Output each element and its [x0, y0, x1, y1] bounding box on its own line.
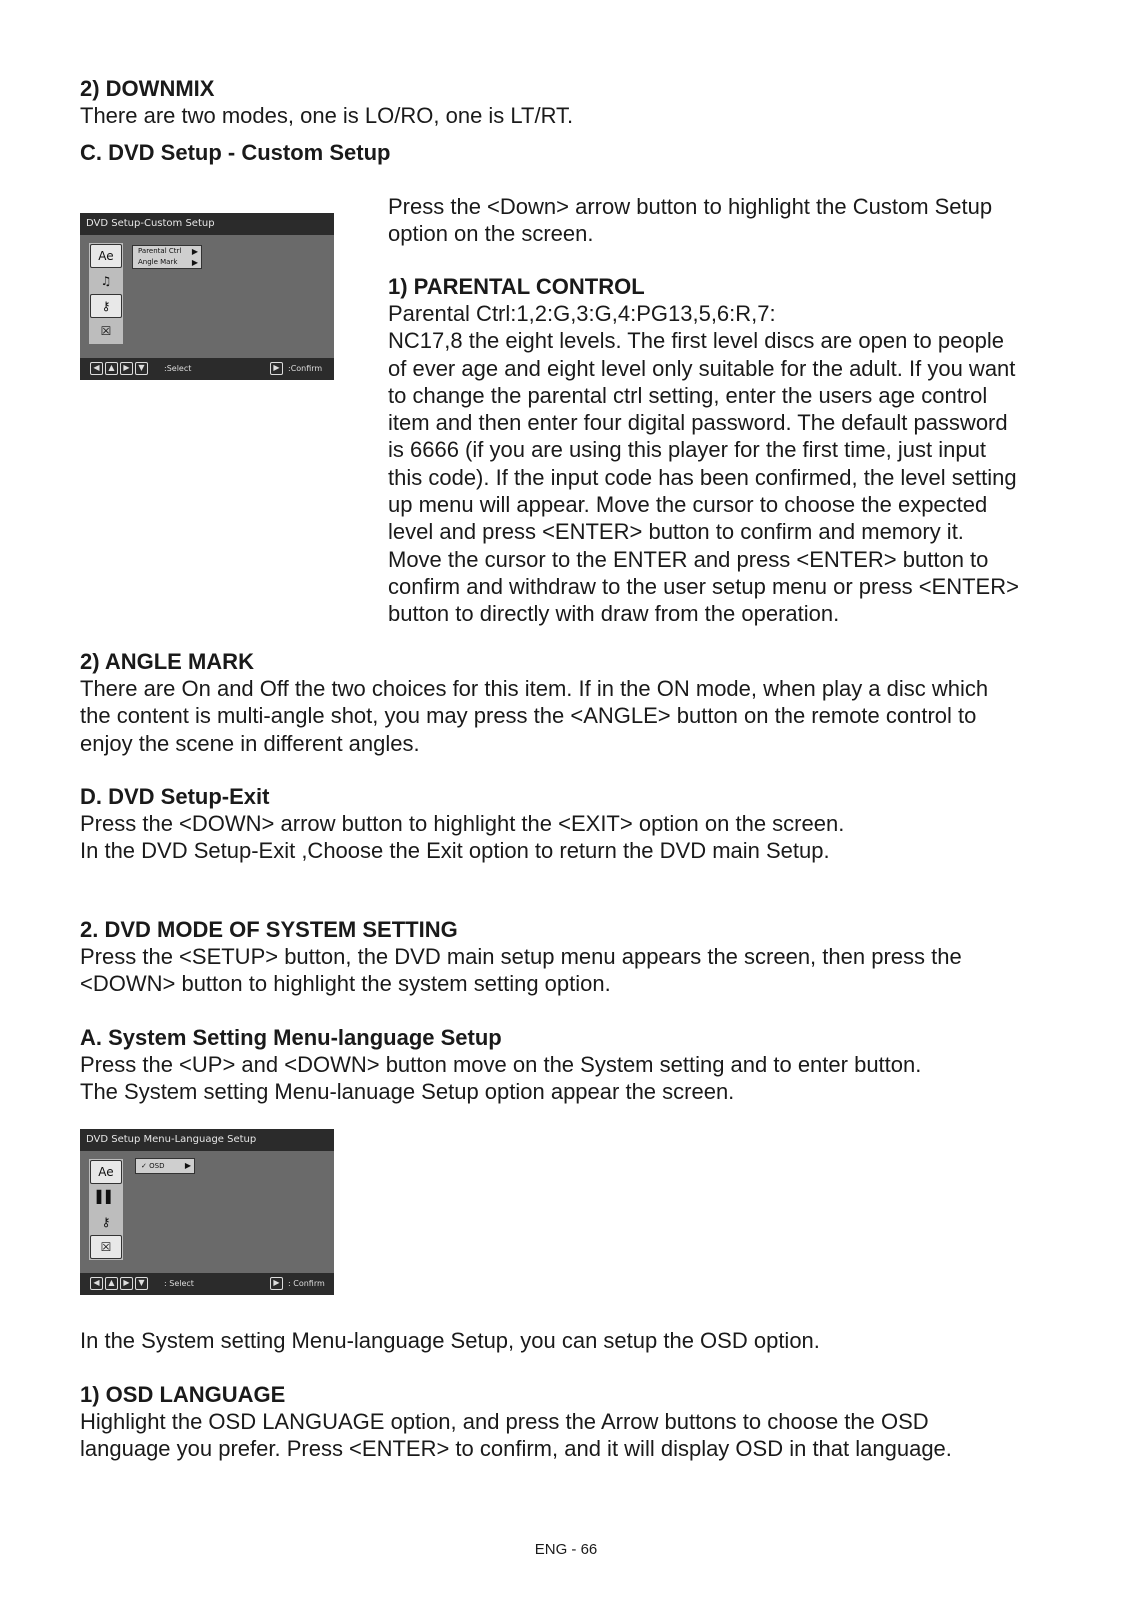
screen-icon-column	[89, 243, 123, 344]
downmix-section	[80, 75, 573, 129]
screen-menu	[135, 1158, 195, 1174]
arrow-right-icon: ▶	[191, 258, 198, 267]
language-ae-icon: Ae	[90, 244, 122, 268]
down-arrow-icon: ▼	[135, 1277, 148, 1290]
paragraph-line: Press the <SETUP> button, the DVD main setup menu appears the screen, then press the	[80, 944, 962, 969]
right-arrow-icon: ▶	[120, 1277, 133, 1290]
paragraph-line: this code). If the input code has been confirmed, the level setting	[388, 464, 1017, 490]
paragraph-line: enjoy the scene in different angles.	[80, 730, 420, 756]
paragraph-line: Highlight the OSD LANGUAGE option, and press the Arrow buttons to choose the OSD	[80, 1409, 929, 1434]
menu-item-label: OSD	[149, 1162, 165, 1170]
paragraph-line: confirm and withdraw to the user setup menu or press <ENTER>	[388, 573, 1019, 599]
paragraph-line: Press the <Down> arrow button to highlight the Custom Setup	[388, 194, 993, 219]
paragraph-line: the content is multi-angle shot, you may press the <ANGLE> button on the remote control to	[80, 703, 977, 729]
navigation-keys	[90, 1277, 148, 1290]
osd-language-section	[80, 1381, 952, 1463]
confirm-label: :Confirm	[288, 364, 323, 373]
arrow-right-icon: ▶	[191, 247, 198, 256]
key-icon: ⚷	[101, 1215, 111, 1229]
section-heading: 2) DOWNMIX	[80, 76, 215, 101]
section-heading: A. System Setting Menu-language Setup	[80, 1025, 502, 1050]
right-arrow-icon: ▶	[120, 362, 133, 375]
left-arrow-icon: ◀	[90, 362, 103, 375]
left-arrow-icon: ◀	[90, 1277, 103, 1290]
navigation-keys	[90, 362, 148, 375]
up-arrow-icon: ▲	[105, 362, 118, 375]
custom-setup-section	[80, 139, 390, 166]
section-heading: 1) PARENTAL CONTROL	[388, 274, 645, 299]
paragraph-line: Move the cursor to the ENTER and press <ENTER> button to	[388, 546, 989, 572]
screen-bottom-bar	[80, 1273, 334, 1295]
paragraph-line: Parental Ctrl:1,2:G,3:G,4:PG13,5,6:R,7:	[388, 301, 776, 326]
paragraph-line: option on the screen.	[388, 221, 594, 247]
paragraph-line: to change the parental ctrl setting, enter the users age control	[388, 382, 988, 408]
section-heading: 1) OSD LANGUAGE	[80, 1382, 286, 1407]
paragraph-line: level and press <ENTER> button to confirm and memory it.	[388, 519, 964, 545]
book-icon: ▌▌	[96, 1190, 116, 1204]
language-setup-note	[80, 1327, 820, 1354]
down-arrow-icon: ▼	[135, 362, 148, 375]
screen-menu	[132, 245, 202, 269]
menu-item-parental-ctrl[interactable]	[133, 246, 201, 257]
screen-title: DVD Setup-Custom Setup	[80, 213, 334, 235]
parental-control-section	[388, 273, 1019, 628]
play-icon: ▶	[270, 362, 283, 375]
arrow-right-icon: ▶	[184, 1161, 191, 1170]
exit-icon: ☒	[90, 1235, 122, 1259]
setup-exit-section	[80, 783, 844, 865]
section-heading: D. DVD Setup-Exit	[80, 784, 270, 809]
section-heading: C. DVD Setup - Custom Setup	[80, 140, 391, 165]
paragraph-line: There are two modes, one is LO/RO, one is LT/RT.	[80, 103, 574, 128]
screen-bottom-bar	[80, 358, 334, 380]
screen-panel	[80, 235, 334, 358]
paragraph-line: item and then enter four digital password. The default password	[388, 410, 1008, 436]
select-label: :Select	[164, 364, 192, 373]
angle-mark-section	[80, 648, 988, 757]
language-setup-screen	[80, 1129, 334, 1295]
language-ae-icon: Ae	[90, 1160, 122, 1184]
paragraph-line: There are On and Off the two choices for this item. If in the ON mode, when play a disc which	[80, 676, 989, 701]
system-setting-section	[80, 916, 962, 998]
screen-panel	[80, 1151, 334, 1273]
confirm-label: : Confirm	[288, 1279, 325, 1288]
custom-setup-intro	[388, 193, 992, 248]
menu-item-label: Parental Ctrl	[138, 247, 182, 255]
play-icon: ▶	[270, 1277, 283, 1290]
page-number: ENG - 66	[534, 1541, 598, 1558]
check-icon: ✓	[141, 1162, 147, 1170]
paragraph-line: <DOWN> button to highlight the system setting option.	[80, 971, 611, 997]
section-heading: 2) ANGLE MARK	[80, 649, 254, 674]
menu-item-osd[interactable]	[136, 1159, 194, 1173]
menu-item-label: Angle Mark	[138, 258, 178, 266]
menu-item-angle-mark[interactable]	[133, 257, 201, 268]
custom-setup-screen	[80, 213, 334, 380]
paragraph-line: up menu will appear. Move the cursor to choose the expected	[388, 492, 988, 518]
audio-music-icon: ♫	[100, 274, 112, 288]
up-arrow-icon: ▲	[105, 1277, 118, 1290]
select-label: : Select	[164, 1279, 194, 1288]
paragraph-line: In the DVD Setup-Exit ,Choose the Exit option to return the DVD main Setup.	[80, 838, 830, 864]
section-heading: 2. DVD MODE OF SYSTEM SETTING	[80, 917, 458, 942]
custom-key-icon: ⚷	[90, 294, 122, 318]
paragraph-line: In the System setting Menu-language Setup, you can setup the OSD option.	[80, 1328, 820, 1353]
language-setup-section	[80, 1024, 921, 1106]
paragraph-line: Press the <UP> and <DOWN> button move on the System setting and to enter button.	[80, 1052, 922, 1077]
exit-icon: ☒	[100, 324, 112, 338]
screen-icon-column	[89, 1159, 123, 1260]
screen-title: DVD Setup Menu-Language Setup	[80, 1129, 334, 1151]
paragraph-line: The System setting Menu-lanuage Setup option appear the screen.	[80, 1079, 735, 1105]
paragraph-line: of ever age and eight level only suitable for the adult. If you want	[388, 355, 1016, 381]
page-footer	[0, 1541, 1132, 1558]
paragraph-line: is 6666 (if you are using this player for the first time, just input	[388, 437, 986, 463]
paragraph-line: Press the <DOWN> arrow button to highlight the <EXIT> option on the screen.	[80, 811, 845, 836]
paragraph-line: language you prefer. Press <ENTER> to confirm, and it will display OSD in that language.	[80, 1436, 952, 1462]
paragraph-line: NC17,8 the eight levels. The first level discs are open to people	[388, 328, 1004, 354]
paragraph-line: button to directly with draw from the operation.	[388, 601, 840, 627]
